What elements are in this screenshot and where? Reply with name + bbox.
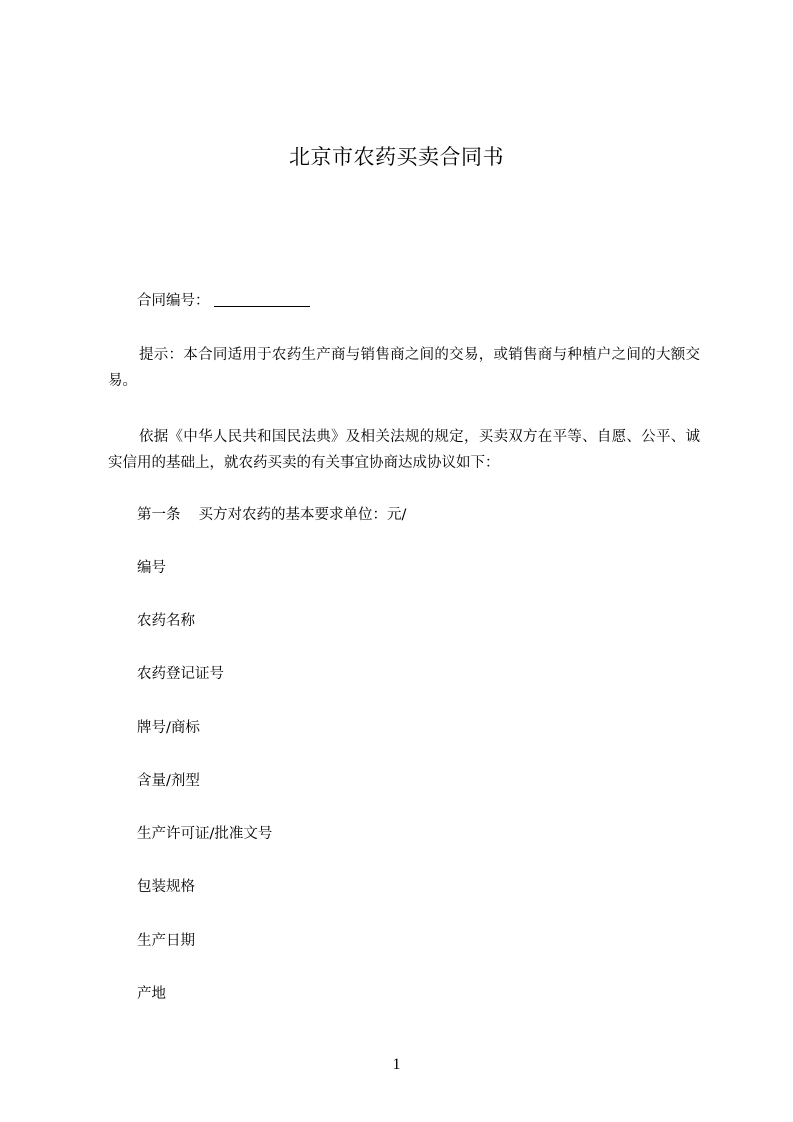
preamble-paragraph: 依据《中华人民共和国民法典》及相关法规的规定，买卖双方在平等、自愿、公平、诚实信用的基础上，就农药买卖的有关事宜协商达成协议如下： xyxy=(108,429,700,471)
article-1-heading xyxy=(137,505,406,525)
field-number: 编号 xyxy=(137,560,166,576)
field-content-formulation: 含量/剂型 xyxy=(137,773,200,789)
field-packaging-spec: 包装规格 xyxy=(137,879,195,895)
article-1-text: 买方对农药的基本要求单位：元/ xyxy=(198,507,407,523)
contract-number-blank[interactable] xyxy=(214,292,310,307)
article-1-number: 第一条 xyxy=(137,507,181,523)
contract-number-line xyxy=(137,291,310,311)
page-number: 1 xyxy=(392,1056,401,1073)
field-origin: 产地 xyxy=(137,986,166,1002)
document-title: 北京市农药买卖合同书 xyxy=(289,145,504,169)
field-pesticide-name: 农药名称 xyxy=(137,613,195,629)
field-brand-trademark: 牌号/商标 xyxy=(137,720,200,736)
field-production-license: 生产许可证/批准文号 xyxy=(137,826,273,842)
field-production-date: 生产日期 xyxy=(137,933,195,949)
contract-number-label: 合同编号： xyxy=(137,293,210,309)
field-registration-number: 农药登记证号 xyxy=(137,666,224,682)
notice-paragraph: 提示：本合同适用于农药生产商与销售商之间的交易，或销售商与种植户之间的大额交易。 xyxy=(108,347,700,389)
